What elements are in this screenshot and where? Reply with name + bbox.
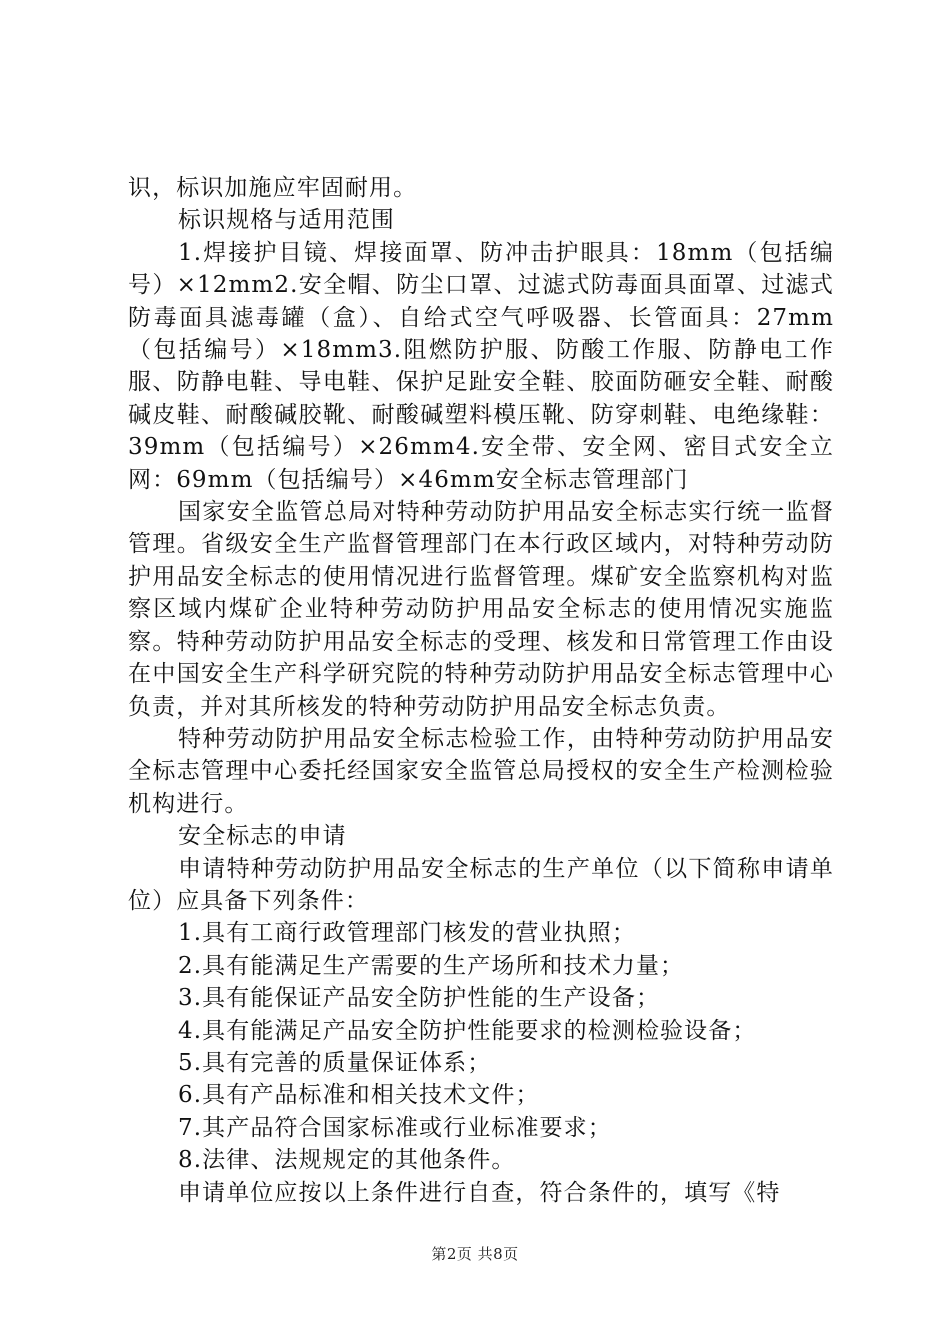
paragraph-inspection: 特种劳动防护用品安全标志检验工作，由特种劳动防护用品安全标志管理中心委托经国家安全监管总局授权的安全生产检测检验机构进行。 bbox=[128, 725, 834, 817]
list-item-condition-8: 8.法律、法规规定的其他条件。 bbox=[178, 1147, 516, 1174]
section-heading-application: 安全标志的申请 bbox=[178, 823, 347, 850]
list-item-condition-7: 7.其产品符合国家标准或行业标准要求； bbox=[178, 1114, 612, 1141]
page-number-footer: 第2页 共8页 bbox=[431, 1245, 519, 1263]
paragraph-supervision: 国家安全监管总局对特种劳动防护用品安全标志实行统一监督管理。省级安全生产监督管理部门在本行政区域内，对特种劳动防护用品安全标志的使用情况进行监督管理。煤矿安全监察机构对监察区域内煤矿企业特种劳动防护用品安全标志的使用情况实施监察。特种劳动防护用品安全标志的受理、核发和日常管理工作由设在中国安全生产科学研究院的特种劳动防护用品安全标志管理中心负责，并对其所核发的特种劳动防护用品安全标志负责。 bbox=[128, 499, 834, 720]
section-heading-label-spec: 标识规格与适用范围 bbox=[178, 207, 395, 234]
list-item-condition-1: 1.具有工商行政管理部门核发的营业执照； bbox=[178, 920, 636, 947]
paragraph-self-check: 申请单位应按以上条件进行自查，符合条件的，填写《特 bbox=[178, 1179, 781, 1206]
list-item-condition-4: 4.具有能满足产品安全防护性能要求的检测检验设备； bbox=[178, 1017, 757, 1044]
list-item-condition-3: 3.具有能保证产品安全防护性能的生产设备； bbox=[178, 985, 661, 1012]
list-item-condition-5: 5.具有完善的质量保证体系； bbox=[178, 1049, 492, 1076]
paragraph-continuation: 识，标识加施应牢固耐用。 bbox=[128, 175, 418, 201]
paragraph-label-sizes: 1.焊接护目镜、焊接面罩、防冲击护眼具：18mm（包括编号）×12mm2.安全帽、防尘口罩、过滤式防毒面具面罩、过滤式防毒面具滤毒罐（盒）、自给式空气呼吸器、长管面具：27mm（包括编号）×18mm3.阻燃防护服、防酸工作服、防静电工作服、防静电鞋、导电鞋、保护足趾安全鞋、胶面防砸安全鞋、耐酸碱皮鞋、耐酸碱胶靴、耐酸碱塑料模压靴、防穿刺鞋、电绝缘鞋：39mm（包括编号）×26mm4.安全带、安全网、密目式安全立网：69mm（包括编号）×46mm安全标志管理部门 bbox=[128, 239, 834, 493]
list-item-condition-2: 2.具有能满足生产需要的生产场所和技术力量； bbox=[178, 952, 685, 979]
paragraph-conditions-intro: 申请特种劳动防护用品安全标志的生产单位（以下简称申请单位）应具备下列条件： bbox=[128, 855, 834, 914]
document-body bbox=[128, 172, 834, 1209]
list-item-condition-6: 6.具有产品标准和相关技术文件； bbox=[178, 1082, 540, 1109]
